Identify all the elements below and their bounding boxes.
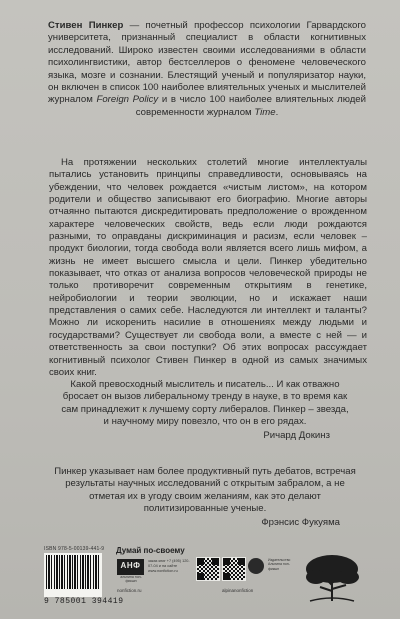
quote-author: Фрэнсис Фукуяма bbox=[261, 516, 340, 528]
author-bio-end: . bbox=[275, 106, 279, 118]
publisher-circle-icon bbox=[248, 558, 264, 574]
qr-code-icon bbox=[222, 557, 246, 581]
isbn-label: ISBN 978-5-00139-441-9 bbox=[44, 546, 105, 552]
barcode-digits: 9 785001 394419 bbox=[44, 597, 124, 606]
publisher-contact: заказ книг +7 (495) 120-07-04 и на сайте www.nonfiction.ru bbox=[148, 559, 190, 573]
summary-paragraph: На протяжении нескольких столетий многие интеллектуалы пытались установить принципы справедливости, основываясь на убеждении, что человек рождается «чистым листом», на котором родители и общество записывают его биографию. Многие авторы отчаянно пытаются дискредитировать предположение о врожденном характере человеческих свойств, ведь если люди рождаются разными, то оправданы дискриминация и расизм, если человек – продукт биологии, тогда свобода воли является всего лишь мифом, а жизнь не имеет высшего смысла и цели. Пинкер убедительно показывает, что отказ от анализа вопросов человеческой природы не только противоречит современным открытиям в генетике, нейробиологии и теории эволюции, но и искажает наши представления о самих себе. Наследуются ли интеллект и таланты? Можно ли искоренить насилие в отношениях между людьми и государствами? Существует ли свобода воли, а вместе с ней — и ответственность за свои поступки? Об этих вопросах рассуждает когнитивный психолог Стивен Пинкер в одной из самых значимых своих книг. bbox=[49, 157, 367, 378]
publisher-slogan: Думай по-своему bbox=[116, 546, 185, 555]
cover-footer bbox=[44, 546, 366, 612]
author-bio bbox=[48, 20, 366, 119]
publisher-site: nonfiction.ru bbox=[117, 588, 142, 593]
book-summary bbox=[49, 157, 367, 379]
magazine-foreign-policy: Foreign Policy bbox=[96, 94, 159, 106]
author-bio-text: — почетный профессор психологии Гарвардского университета, признанный специалист в области когнитивных исследований. Широко известен своими исследованиями в области психолингвистики, автор бестселлеров о феномене человеческого языка, мозге и сознании. Блестящий ученый и популяризатор науки, он включен в список 100 наиболее влиятельных ученых и мыслителей журналом bbox=[48, 20, 366, 106]
qr-code-icon bbox=[196, 557, 220, 581]
magazine-time: Time bbox=[254, 106, 276, 118]
barcode-icon bbox=[44, 553, 102, 597]
quote-text: Какой превосходный мыслитель и писатель... И как отважно бросает он вызов либеральному тренду в науке, в то время как сам принадлежит к лучшему сорту либералов. Пинкер – звезда, и научному миру повезло, что он в его рядах. bbox=[61, 379, 349, 428]
review-quote-fukuyama bbox=[50, 466, 360, 529]
publisher-info: Издательство Альпина нон-фикшн bbox=[268, 558, 291, 571]
quote-author: Ричард Докинз bbox=[263, 429, 330, 441]
review-quote-dawkins bbox=[60, 379, 350, 442]
quote-text: Пинкер указывает нам более продуктивный путь дебатов, встречая результаты научных исследований с открытым забралом, а не отметая их в угоду своим желаниям, как это делают политизированные ученые. bbox=[54, 466, 356, 515]
author-name: Стивен Пинкер bbox=[48, 20, 124, 31]
publisher-logo: АНФ bbox=[117, 559, 144, 575]
tree-icon bbox=[302, 551, 362, 603]
qr-label: alpinanonfiction bbox=[222, 588, 254, 593]
author-bio-text-2: и в число 100 наиболее влиятельных людей современности журналом bbox=[135, 94, 366, 118]
publisher-logo-sub: альпина нон-фикшн bbox=[120, 575, 142, 583]
